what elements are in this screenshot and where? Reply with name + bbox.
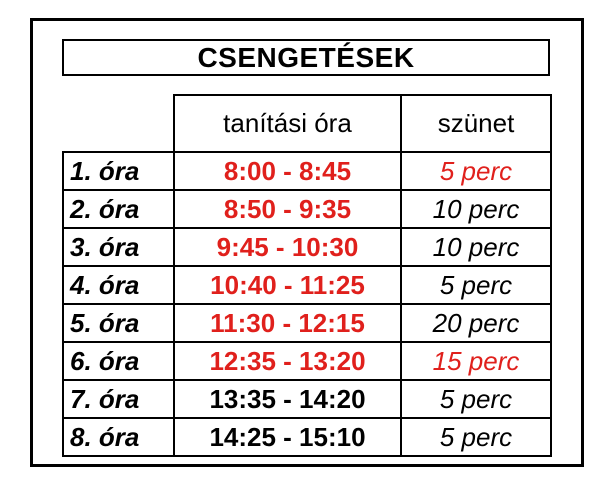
table-row: [63, 266, 551, 304]
break-duration: 5 perc: [401, 380, 551, 418]
lesson-label: 8. óra: [63, 418, 174, 456]
lesson-label: 3. óra: [63, 228, 174, 266]
lesson-time: 9:45 - 10:30: [174, 228, 401, 266]
break-duration: 5 perc: [401, 418, 551, 456]
lesson-time: 8:50 - 9:35: [174, 190, 401, 228]
table-row: [63, 304, 551, 342]
schedule-rows: [63, 152, 551, 456]
break-duration: 20 perc: [401, 304, 551, 342]
page-title: CSENGETÉSEK: [62, 39, 550, 76]
lesson-label: 4. óra: [63, 266, 174, 304]
table-header-row: [63, 95, 551, 152]
lesson-time: 12:35 - 13:20: [174, 342, 401, 380]
table-row: [63, 380, 551, 418]
lesson-label: 6. óra: [63, 342, 174, 380]
lesson-time: 8:00 - 8:45: [174, 152, 401, 190]
lesson-label: 1. óra: [63, 152, 174, 190]
break-duration: 10 perc: [401, 190, 551, 228]
break-duration: 15 perc: [401, 342, 551, 380]
break-duration: 10 perc: [401, 228, 551, 266]
table-row: [63, 342, 551, 380]
lesson-time: 14:25 - 15:10: [174, 418, 401, 456]
break-duration: 5 perc: [401, 266, 551, 304]
table-row: [63, 152, 551, 190]
header-blank-cell: [63, 95, 174, 152]
lesson-time: 13:35 - 14:20: [174, 380, 401, 418]
lesson-label: 7. óra: [63, 380, 174, 418]
lesson-time: 11:30 - 12:15: [174, 304, 401, 342]
lesson-label: 5. óra: [63, 304, 174, 342]
bell-schedule-table: [62, 94, 552, 457]
column-header-break: szünet: [401, 95, 551, 152]
lesson-label: 2. óra: [63, 190, 174, 228]
table-row: [63, 190, 551, 228]
lesson-time: 10:40 - 11:25: [174, 266, 401, 304]
table-row: [63, 228, 551, 266]
column-header-lesson: tanítási óra: [174, 95, 401, 152]
break-duration: 5 perc: [401, 152, 551, 190]
table-row: [63, 418, 551, 456]
